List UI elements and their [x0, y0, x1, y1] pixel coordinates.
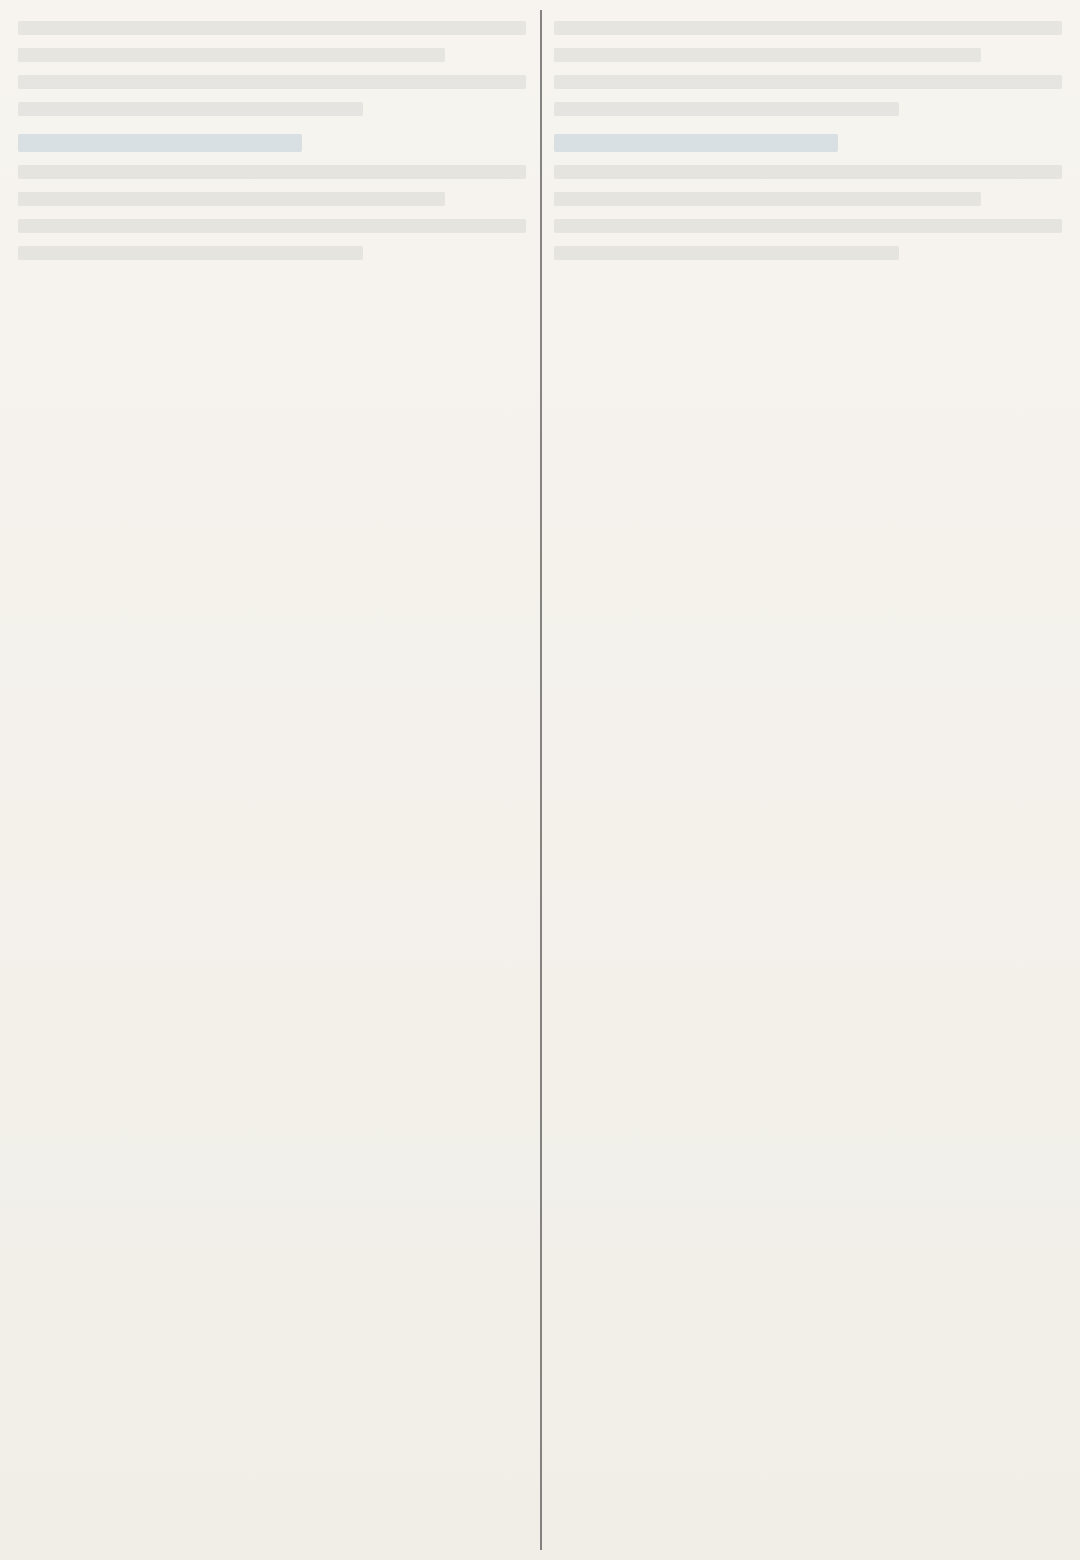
text-line: [554, 48, 981, 62]
text-line: [18, 192, 445, 206]
text-line: [554, 219, 1062, 233]
text-line: [18, 102, 363, 116]
text-line: [554, 165, 1062, 179]
section-heading: [18, 134, 302, 152]
text-line: [554, 246, 899, 260]
right-column: [554, 8, 1062, 1538]
column-divider: [540, 10, 542, 1550]
left-column: [18, 8, 526, 1538]
text-line: [554, 192, 981, 206]
text-line: [18, 75, 526, 89]
text-line: [18, 21, 526, 35]
text-line: [554, 21, 1062, 35]
text-line: [18, 219, 526, 233]
text-line: [554, 75, 1062, 89]
text-line: [18, 165, 526, 179]
text-line: [18, 246, 363, 260]
section-heading: [554, 134, 838, 152]
text-line: [18, 48, 445, 62]
text-line: [554, 102, 899, 116]
